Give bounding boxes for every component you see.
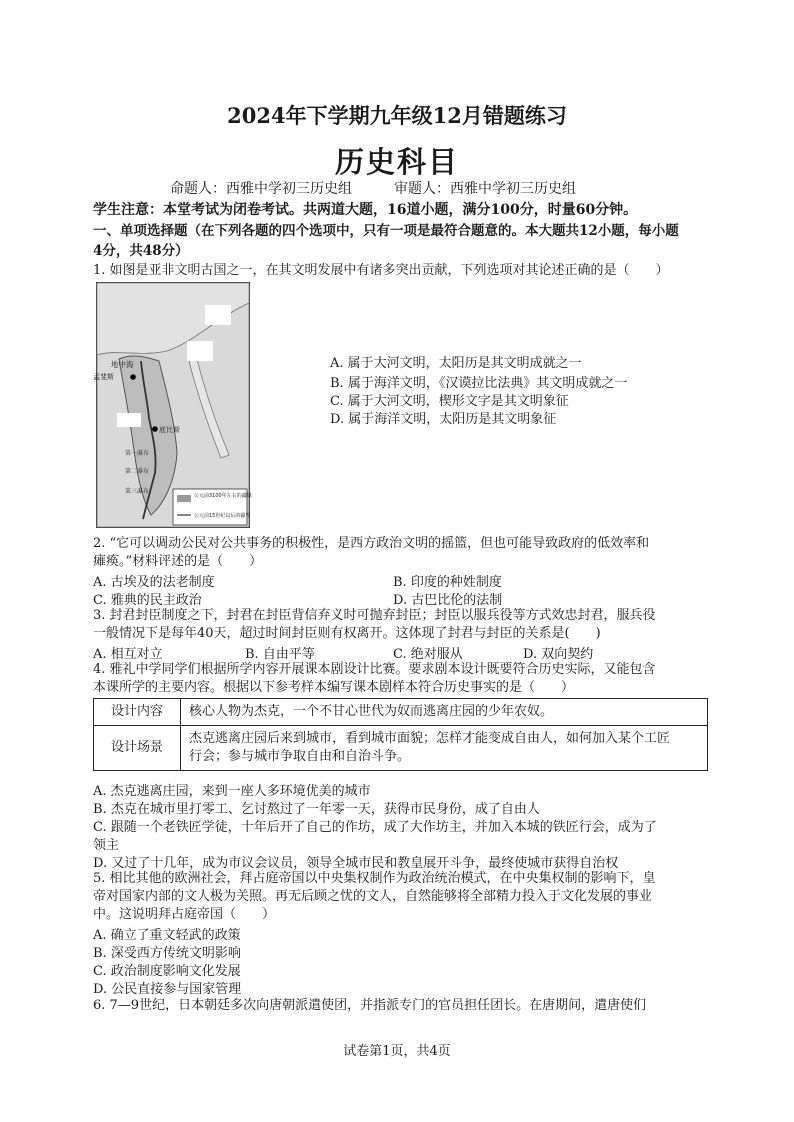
q4-option-c-line1: C. 跟随一个老铁匠学徒，十年后开了自己的作坊，成了大作坊主，并加入本城的铁匠行会，成为了 (93, 820, 657, 835)
q2-option-b: B. 印度的种姓制度 (393, 575, 502, 590)
q1-option-d: D. 属于海洋文明，太阳历是其文明象征 (330, 412, 557, 427)
table-cell-key: 设计场景 (94, 726, 181, 771)
q3-stem-line2: 一般情况下是每年40天，超过时间封臣则有权离开。这体现了封君与封臣的关系是( ) (93, 626, 601, 641)
legend-label-2: 公元前15世纪以后的疆界 (194, 513, 251, 519)
design-table (93, 698, 708, 771)
legend-swatch-1 (177, 495, 191, 502)
redacted-box (187, 341, 213, 361)
section-heading-line2: 4分，共48分） (93, 243, 189, 259)
q4-option-b: B. 杰克在城市里打零工、乞讨熬过了一年零一天，获得市民身份，成了自由人 (93, 802, 540, 817)
q5-stem-line1: 5. 相比其他的欧洲社会，拜占庭帝国以中央集权制作为政治统治模式，在中央集权制的影响下，皇 (93, 871, 656, 886)
map-label-cat2: 第二瀑布 (125, 468, 150, 475)
egypt-map-svg (93, 283, 252, 527)
q3-option-b: B. 自由平等 (245, 647, 315, 662)
q5-stem-line3: 中。这说明拜占庭帝国（ ） (93, 907, 276, 922)
table-cell-key: 设计内容 (94, 699, 181, 726)
q1-option-a: A. 属于大河文明，太阳历是其文明成就之一 (330, 356, 582, 371)
q5-option-a: A. 确立了重文轻武的政策 (93, 928, 241, 943)
q3-option-a: A. 相互对立 (93, 647, 163, 662)
q4-stem-line1: 4. 雅礼中学同学们根据所学内容开展课本剧设计比赛。要求剧本设计既要符合历史实际，又能包含 (93, 662, 656, 677)
map-label-cat3: 第三瀑布 (125, 488, 150, 495)
q4-option-c-line2: 领主 (93, 838, 120, 853)
q1-option-c: C. 属于大河文明，楔形文字是其文明象征 (330, 394, 569, 409)
table-cell-line: 杰克逃离庄园后来到城市，看到城市面貌；怎样才能变成自由人，如何加入某个工匠 (189, 731, 671, 746)
table-cell-line: 行会；参与城市争取自由和自治斗争。 (189, 749, 411, 764)
thebes-marker (152, 426, 158, 432)
legend-label-1: 公元前3100年左右的疆域 (194, 493, 252, 499)
q2-option-a: A. 古埃及的法老制度 (93, 575, 215, 590)
student-notice: 学生注意：本堂考试为闭卷考试。共两道大题，16道小题，满分100分，时量60分钟。 (93, 202, 638, 218)
q5-option-d: D. 公民直接参与国家管理 (93, 982, 242, 997)
q4-option-a: A. 杰克逃离庄园，来到一座人多环境优美的城市 (93, 784, 371, 799)
q3-option-c: C. 绝对服从 (393, 647, 463, 662)
memphis-marker (130, 374, 136, 380)
redacted-box (205, 305, 231, 325)
egypt-map (93, 282, 252, 528)
authors-line: 命题人：西雅中学初三历史组 审题人：西雅中学初三历史组 (170, 181, 576, 197)
q2-option-d: D. 古巴比伦的法制 (393, 593, 503, 608)
q6-stem-line1: 6. 7—9世纪，日本朝廷多次向唐朝派遣使团，并指派专门的官员担任团长。在唐期间，遣唐使们 (93, 998, 647, 1013)
table-cell-value (181, 726, 708, 771)
map-label-sea: 地中海 (111, 360, 134, 369)
subject-title: 历史科目 (334, 145, 459, 179)
q5-option-c: C. 政治制度影响文化发展 (93, 964, 241, 979)
q3-stem-line1: 3. 封君封臣制度之下，封君在封臣背信弃义时可抛弃封臣；封臣以服兵役等方式效忠封君，服兵役 (93, 608, 656, 623)
q1-option-b: B. 属于海洋文明，《汉谟拉比法典》其文明成就之一 (330, 376, 628, 391)
q2-option-c: C. 雅典的民主政治 (93, 593, 202, 608)
q2-stem-line1: 2. “它可以调动公民对公共事务的积极性，是西方政治文明的摇篮，但也可能导致政府的低效率和 (93, 536, 650, 551)
exam-title: 2024年下学期九年级12月错题练习 (227, 103, 567, 128)
redacted-box (117, 413, 141, 427)
page-footer: 试卷第1页，共4页 (343, 1044, 451, 1059)
table-row (94, 699, 708, 726)
section-heading-line1: 一、单项选择题（在下列各题的四个选项中，只有一项是最符合题意的。本大题共12小题，每小题 (93, 223, 679, 239)
q3-option-d: D. 双向契约 (523, 647, 594, 662)
map-label-thebes: 底比斯 (159, 426, 180, 434)
q2-stem-line2: 瘫痪。”材料评述的是（ ） (93, 554, 263, 569)
map-label-memphis: 孟斐斯 (93, 373, 114, 381)
q5-stem-line2: 帝对国家内部的文人极为关照。再无后顾之忧的文人，自然能够将全部精力投入于文化发展的事业 (93, 889, 653, 904)
q4-stem-line2: 本课所学的主要内容。根据以下参考样本编写课本剧样本符合历史事实的是（ ） (93, 680, 575, 695)
q1-stem: 1. 如图是亚非文明古国之一，在其文明发展中有诸多突出贡献，下列选项对其论述正确的是（ ） (93, 263, 669, 278)
table-cell-value: 核心人物为杰克，一个不甘心世代为奴而逃离庄园的少年农奴。 (181, 699, 708, 726)
map-label-cat1: 第一瀑布 (125, 450, 150, 457)
q5-option-b: B. 深受西方传统文明影响 (93, 946, 241, 961)
q4-option-d: D. 又过了十几年，成为市议会议员，领导全城市民和教皇展开斗争，最终使城市获得自治权 (93, 856, 619, 871)
table-row (94, 726, 708, 771)
